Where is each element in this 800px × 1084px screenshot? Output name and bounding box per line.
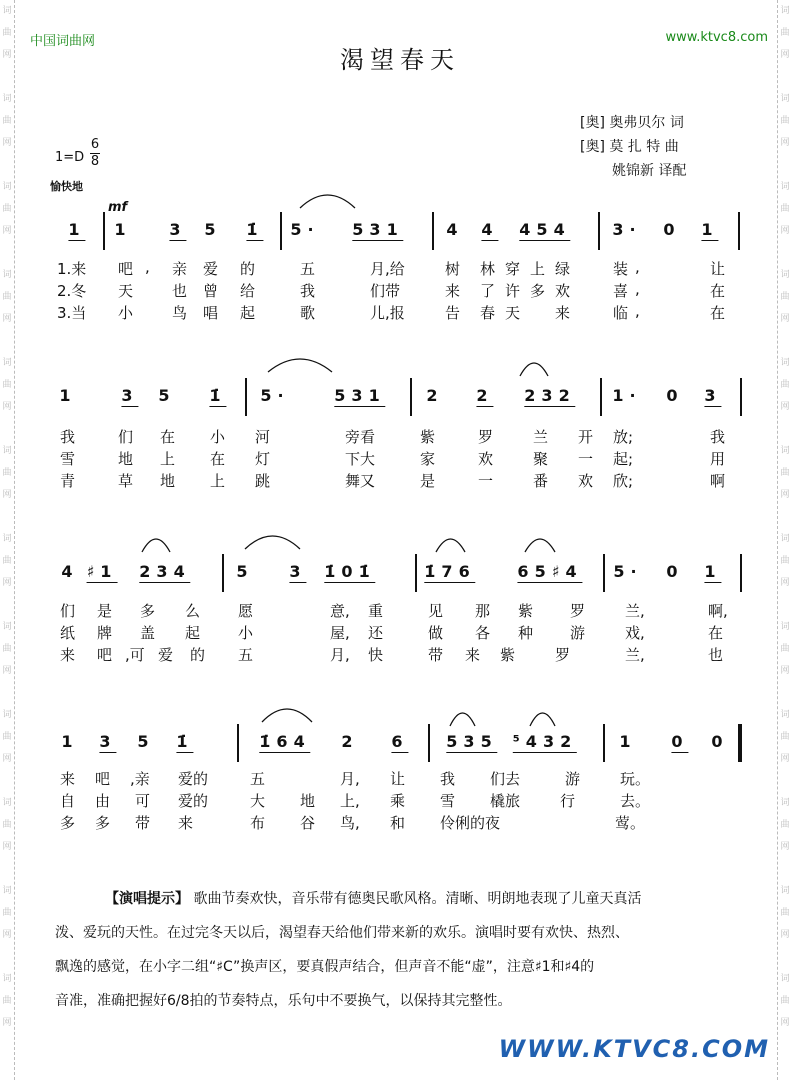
lyric-syllable: 带 (135, 814, 151, 832)
lyric-syllable: 罗 (478, 428, 494, 446)
lyric-syllable: 还 (368, 624, 384, 642)
lyric-syllable: 上 (530, 260, 546, 278)
barline (603, 554, 605, 592)
time-top: 6 (90, 137, 100, 152)
lyric-syllable: 爱 (203, 260, 219, 278)
lyric-syllable: 让 (390, 770, 406, 788)
lyric-syllable: 我 (440, 770, 456, 788)
site-name: 中国词曲网 (30, 34, 96, 49)
note: 1· (612, 386, 642, 405)
lyric-syllable: 罗 (570, 602, 586, 620)
lyric-syllable: 盖 (140, 624, 156, 642)
slur (300, 195, 355, 208)
lyric-syllable: 2.冬 (57, 282, 87, 300)
lyric-syllable: 重 (368, 602, 384, 620)
translator: 姚锦新 译配 (612, 163, 687, 179)
site-url: www.ktvc8.com (665, 30, 768, 45)
lyric-syllable: 来 (555, 304, 571, 322)
watermark-right: 词 曲 网 词 曲 网 词 曲 网 词 曲 网 词 曲 网 词 曲 网 词 曲 网 词 曲 网 词 曲 网 词 曲 网 词 曲 网 词 曲 网 (777, 0, 792, 1080)
lyric-syllable: 和 (390, 814, 406, 832)
lyric-syllable: 了 (480, 282, 496, 300)
note: 1̇ (209, 386, 227, 405)
lyric-syllable: 鸟, (340, 814, 360, 832)
lyric-syllable: 那 (475, 602, 491, 620)
note: 531 (334, 386, 386, 405)
lyric-syllable: 布 (250, 814, 266, 832)
lyric-syllable: 吧 (97, 646, 113, 664)
lyric-syllable: 欣; (613, 472, 634, 490)
lyric-syllable: 月, (340, 770, 360, 788)
lyric-syllable: 玩。 (620, 770, 651, 788)
slur (245, 536, 300, 549)
lyric-syllable: , (635, 302, 640, 320)
lyric-syllable: 乘 (390, 792, 406, 810)
note: 1̇ (176, 732, 194, 751)
lyric-syllable: 在 (210, 450, 226, 468)
note: ♯1 (86, 562, 118, 581)
note: 1̇01̇ (324, 562, 376, 581)
lyric-syllable: 兰, (625, 602, 645, 620)
lyric-syllable: 小 (118, 304, 134, 322)
note: 6 (391, 732, 409, 751)
note: 1 (114, 220, 132, 239)
slur (450, 713, 475, 726)
lyric-syllable: 一 (478, 472, 494, 490)
lyric-syllable: 啊, (708, 602, 728, 620)
lyric-syllable: 月, (330, 646, 350, 664)
lyric-syllable: 戏, (625, 624, 645, 642)
note: 1 (619, 732, 637, 751)
lyric-syllable: 在 (710, 282, 726, 300)
song-title: 渴望春天 (340, 46, 460, 74)
lyric-syllable: 我 (710, 428, 726, 446)
note: 1 (701, 220, 719, 239)
slur (525, 539, 555, 552)
lyric-syllable: 绿 (555, 260, 571, 278)
lyric-syllable: 们 (60, 602, 76, 620)
lyric-syllable: 让 (710, 260, 726, 278)
lyric-syllable: 见 (428, 602, 444, 620)
lyric-syllable: 橇旅 (490, 792, 521, 810)
lyric-syllable: 做 (428, 624, 444, 642)
barline (600, 378, 602, 416)
lyric-syllable: 亲 (172, 260, 188, 278)
note: 3 (704, 386, 722, 405)
lyric-syllable: 鸟 (172, 304, 188, 322)
note: 234 (139, 562, 191, 581)
note: 1̇ (246, 220, 264, 239)
lyric-syllable: 多 (60, 814, 76, 832)
lyric-syllable: 歌 (300, 304, 316, 322)
lyric-syllable: 行 (560, 792, 576, 810)
lyric-syllable: 各 (475, 624, 491, 642)
lyric-syllable: 么 (185, 602, 201, 620)
lyric-syllable: 吧 (95, 770, 111, 788)
note: 5· (613, 562, 643, 581)
composer: [奥] 莫 扎 特 曲 (580, 139, 679, 155)
lyric-syllable: 给 (240, 282, 256, 300)
note: 5· (290, 220, 320, 239)
lyric-syllable: 可 (135, 792, 151, 810)
note: ⁵432 (512, 732, 578, 751)
lyric-syllable: 告 (445, 304, 461, 322)
lyric-syllable: 愿 (238, 602, 254, 620)
tips-text: 歌曲节奏欢快，音乐带有德奥民歌风格。清晰、明朗地表现了儿童天真活 (193, 891, 642, 907)
lyric-syllable: 屋, (330, 624, 350, 642)
slur (142, 539, 170, 552)
lyric-syllable: 我 (60, 428, 76, 446)
lyric-syllable: 舞又 (345, 472, 376, 490)
lyric-syllable: 欢 (578, 472, 594, 490)
lyric-syllable: 是 (97, 602, 113, 620)
lyric-syllable: 家 (420, 450, 436, 468)
lyric-syllable: 上, (340, 792, 360, 810)
lyric-syllable: 月,给 (370, 260, 405, 278)
lyric-syllable: 爱的 (178, 792, 209, 810)
lyric-syllable: 起 (240, 304, 256, 322)
lyric-syllable: 雪 (60, 450, 76, 468)
lyric-syllable: 啊 (710, 472, 726, 490)
note: 5 (236, 562, 254, 581)
lyric-syllable: 起; (613, 450, 634, 468)
note: 1 (68, 220, 86, 239)
lyric-syllable: 跳 (255, 472, 271, 490)
lyric-syllable: 天 (505, 304, 521, 322)
slur (436, 539, 465, 552)
lyric-syllable: 上 (210, 472, 226, 490)
lyric-syllable: 纸 (60, 624, 76, 642)
lyric-syllable: 聚 (533, 450, 549, 468)
lyric-syllable: 地 (118, 450, 134, 468)
note: 2 (341, 732, 359, 751)
note: 454 (519, 220, 571, 239)
lyric-syllable: 1.来 (57, 260, 87, 278)
lyric-syllable: 自 (60, 792, 76, 810)
footer-logo: WWW.KTVC8.COM (498, 1035, 770, 1063)
lyric-syllable: 多 (140, 602, 156, 620)
note: 3 (99, 732, 117, 751)
final-barline (738, 724, 742, 762)
lyric-syllable: 也 (708, 646, 724, 664)
lyric-syllable: 是 (420, 472, 436, 490)
lyric-syllable: 欢 (555, 282, 571, 300)
lyric-syllable: 河 (255, 428, 271, 446)
note: 1 (704, 562, 722, 581)
lyric-syllable: 来 (60, 770, 76, 788)
lyric-syllable: 们 (118, 428, 134, 446)
note: 65♯4 (517, 562, 583, 581)
lyric-syllable: 去。 (620, 792, 651, 810)
lyric-syllable: 来 (465, 646, 481, 664)
lyric-syllable: 大 (250, 792, 266, 810)
tips-line-1 (105, 882, 641, 916)
lyric-syllable: 放; (613, 428, 634, 446)
lyric-syllable: 起 (185, 624, 201, 642)
barline (415, 554, 417, 592)
lyric-syllable: , (145, 258, 150, 276)
note: 0 (711, 732, 729, 751)
barline (103, 212, 105, 250)
lyric-syllable: 灯 (255, 450, 271, 468)
lyric-syllable: 天 (118, 282, 134, 300)
note: 4 (446, 220, 464, 239)
lyric-syllable: 紫 (420, 428, 436, 446)
lyric-syllable: 装 (613, 260, 629, 278)
slur (268, 359, 332, 372)
note: 5 (204, 220, 222, 239)
lyric-syllable: 的 (240, 260, 256, 278)
lyric-syllable: 曾 (203, 282, 219, 300)
lyric-syllable: 许 (505, 282, 521, 300)
barline (432, 212, 434, 250)
lyric-syllable: 我 (300, 282, 316, 300)
lyric-syllable: 用 (710, 450, 726, 468)
lyric-syllable: 兰, (625, 646, 645, 664)
note: 1 (61, 732, 79, 751)
lyric-syllable: 3.当 (57, 304, 87, 322)
lyric-syllable: 小 (210, 428, 226, 446)
lyric-syllable: 带 (428, 646, 444, 664)
lyric-syllable: 下大 (345, 450, 376, 468)
note: 1 (59, 386, 77, 405)
barline (740, 554, 742, 592)
tips-line-4: 音准，准确把握好6/8拍的节奏特点，乐句中不要换气，以保持其完整性。 (55, 993, 512, 1009)
lyric-syllable: 在 (710, 304, 726, 322)
lyric-syllable: 旁看 (345, 428, 376, 446)
note: 232 (524, 386, 576, 405)
lyric-syllable: 爱 (158, 646, 174, 664)
lyric-syllable: 多 (95, 814, 111, 832)
lyric-syllable: , (635, 280, 640, 298)
lyric-syllable: 五 (300, 260, 316, 278)
lyric-syllable: 们去 (490, 770, 521, 788)
lyric-syllable: 五 (250, 770, 266, 788)
lyric-syllable: 游 (565, 770, 581, 788)
lyric-syllable: 兰 (533, 428, 549, 446)
lyric-syllable: 林 (480, 260, 496, 278)
dynamic-marking: mf (108, 200, 128, 215)
tips-line-3: 飘逸的感觉，在小字二组“♯C”换声区，要真假声结合，但声音不能“虚”，注意♯1和♯4的 (55, 959, 595, 975)
note: 5 (137, 732, 155, 751)
barline (428, 724, 430, 762)
lyric-syllable: 来 (178, 814, 194, 832)
lyric-syllable: 小 (238, 624, 254, 642)
lyric-syllable: 上 (160, 450, 176, 468)
lyric-syllable: 吧 (118, 260, 134, 278)
lyric-syllable: 树 (445, 260, 461, 278)
note: 0 (666, 386, 684, 405)
barline (280, 212, 282, 250)
lyric-syllable: 喜 (613, 282, 629, 300)
lyric-syllable: 临 (613, 304, 629, 322)
key-signature: 1=D (55, 150, 85, 165)
lyric-syllable: 由 (95, 792, 111, 810)
lyric-syllable: 意, (330, 602, 350, 620)
note: 535 (446, 732, 498, 751)
lyric-syllable: 青 (60, 472, 76, 490)
note: 3 (169, 220, 187, 239)
barline (410, 378, 412, 416)
lyric-syllable: 穿 (505, 260, 521, 278)
note: 5· (260, 386, 290, 405)
lyric-syllable: 莺。 (615, 814, 646, 832)
note: 3 (289, 562, 307, 581)
lyric-syllable: 伶俐的夜 (440, 814, 501, 832)
lyric-syllable: 地 (300, 792, 316, 810)
slur (262, 709, 312, 722)
lyric-syllable: 游 (570, 624, 586, 642)
note: 1̇64 (259, 732, 311, 751)
lyric-syllable: 儿,报 (370, 304, 405, 322)
note: 4 (61, 562, 79, 581)
note: 0 (666, 562, 684, 581)
lyric-syllable: 们带 (370, 282, 401, 300)
lyric-syllable: 开 (578, 428, 594, 446)
barline (603, 724, 605, 762)
watermark-left: 词 曲 网 词 曲 网 词 曲 网 词 曲 网 词 曲 网 词 曲 网 词 曲 网 词 曲 网 词 曲 网 词 曲 网 词 曲 网 词 曲 网 (0, 0, 15, 1080)
tips-line-2: 泼、爱玩的天性。在过完冬天以后，渴望春天给他们带来新的欢乐。演唱时要有欢快、热烈、 (55, 925, 629, 941)
note: 0 (663, 220, 681, 239)
lyric-syllable: 来 (445, 282, 461, 300)
lyric-syllable: 种 (518, 624, 534, 642)
note: 3· (612, 220, 642, 239)
lyric-syllable: 谷 (300, 814, 316, 832)
note: 1̇76 (424, 562, 476, 581)
lyricist: [奥] 奥弗贝尔 词 (580, 115, 684, 131)
tempo-marking: 愉快地 (50, 180, 83, 193)
note: 3 (121, 386, 139, 405)
slur (530, 713, 555, 726)
barline (598, 212, 600, 250)
lyric-syllable: 紫 (500, 646, 516, 664)
note: 4 (481, 220, 499, 239)
lyric-syllable: 地 (160, 472, 176, 490)
lyric-syllable: 在 (160, 428, 176, 446)
slur (520, 363, 548, 376)
lyric-syllable: 来 (60, 646, 76, 664)
note: 531 (352, 220, 404, 239)
lyric-syllable: 一 (578, 450, 594, 468)
lyric-syllable: , (635, 258, 640, 276)
lyric-syllable: 快 (368, 646, 384, 664)
barline (237, 724, 239, 762)
lyric-syllable: 五 (238, 646, 254, 664)
lyric-syllable: 牌 (97, 624, 113, 642)
lyric-syllable: 的 (190, 646, 206, 664)
lyric-syllable: 唱 (203, 304, 219, 322)
lyric-syllable: ,可 (125, 646, 145, 664)
barline (740, 378, 742, 416)
lyric-syllable: 雪 (440, 792, 456, 810)
note: 0 (671, 732, 689, 751)
lyric-syllable: 欢 (478, 450, 494, 468)
lyric-syllable: 罗 (555, 646, 571, 664)
lyric-syllable: 紫 (518, 602, 534, 620)
time-bottom: 8 (90, 154, 100, 169)
lyric-syllable: 在 (708, 624, 724, 642)
barline (222, 554, 224, 592)
lyric-syllable: 春 (480, 304, 496, 322)
note: 2 (476, 386, 494, 405)
lyric-syllable: 番 (533, 472, 549, 490)
tips-label: 【演唱提示】 (105, 891, 189, 907)
note: 5 (158, 386, 176, 405)
note: 2 (426, 386, 444, 405)
lyric-syllable: 爱的 (178, 770, 209, 788)
lyric-syllable: 草 (118, 472, 134, 490)
barline (738, 212, 740, 250)
lyric-syllable: 也 (172, 282, 188, 300)
lyric-syllable: ,亲 (130, 770, 150, 788)
lyric-syllable: 多 (530, 282, 546, 300)
barline (245, 378, 247, 416)
